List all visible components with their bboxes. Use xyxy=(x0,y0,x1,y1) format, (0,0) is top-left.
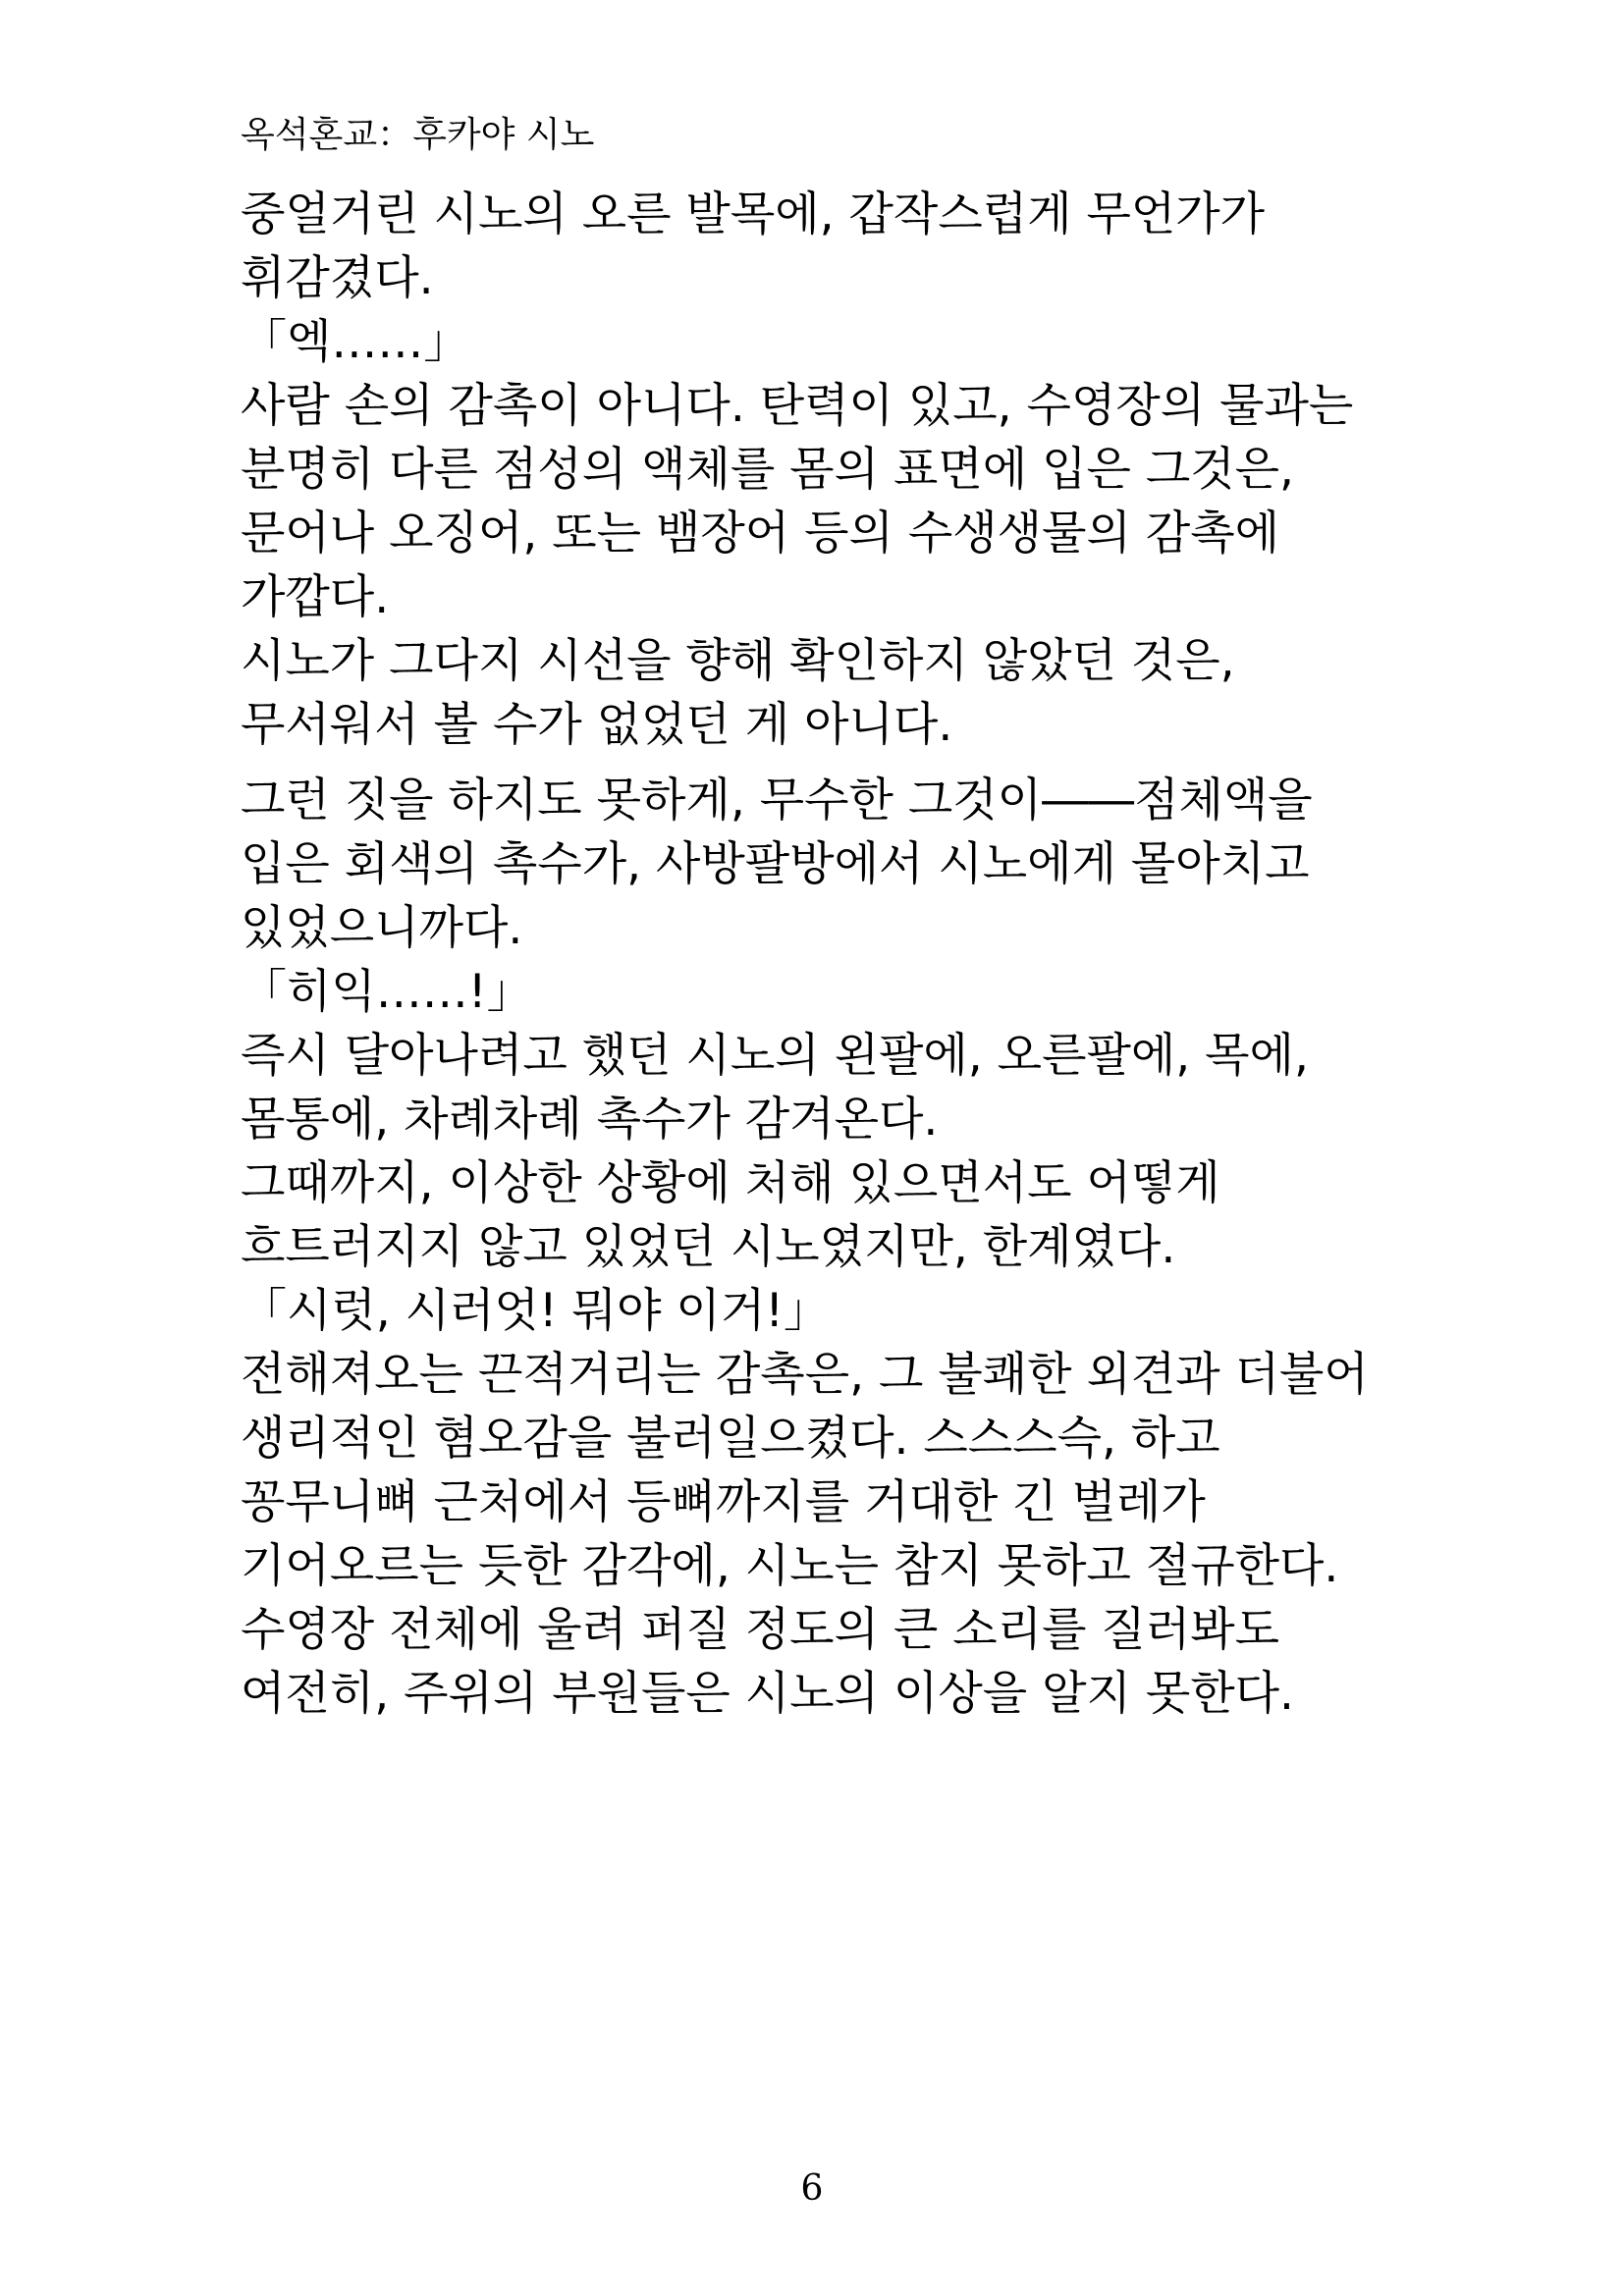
text-line: 「시럿, 시러엇! 뭐야 이거!」 xyxy=(241,1284,831,1338)
text-line: 즉시 달아나려고 했던 시노의 왼팔에, 오른팔에, 목에, xyxy=(241,1029,1309,1083)
page-number: 6 xyxy=(800,2168,824,2209)
text-line: 시노가 그다지 시선을 향해 확인하지 않았던 것은, xyxy=(241,634,1235,688)
text-line: 분명히 다른 점성의 액체를 몸의 표면에 입은 그것은, xyxy=(241,443,1294,497)
text-line: 몸통에, 차례차례 촉수가 감겨온다. xyxy=(241,1093,939,1147)
text-line: 있었으니까다. xyxy=(241,901,523,955)
text-line: 꽁무니뼈 근처에서 등뼈까지를 거대한 긴 벌레가 xyxy=(241,1475,1206,1529)
text-line: 사람 손의 감촉이 아니다. 탄력이 있고, 수영장의 물과는 xyxy=(241,379,1354,433)
running-header: 옥석혼교：후카야 시노 xyxy=(241,115,595,155)
body-text xyxy=(241,183,1556,1726)
text-line: 그런 짓을 하지도 못하게, 무수한 그것이――점체액을 xyxy=(241,774,1313,828)
text-line: 생리적인 혐오감을 불러일으켰다. 스스스슥, 하고 xyxy=(241,1412,1220,1466)
text-line: 무서워서 볼 수가 없었던 게 아니다. xyxy=(241,698,953,752)
text-line: 「히익……!」 xyxy=(241,965,533,1019)
text-line: 입은 회색의 촉수가, 사방팔방에서 시노에게 몰아치고 xyxy=(241,837,1310,891)
text-line: 가깝다. xyxy=(241,570,390,624)
text-line: 휘감겼다. xyxy=(241,251,434,305)
text-line: 문어나 오징어, 또는 뱀장어 등의 수생생물의 감촉에 xyxy=(241,507,1280,561)
text-line: 전해져오는 끈적거리는 감촉은, 그 불쾌한 외견과 더불어 xyxy=(241,1348,1369,1402)
text-line: 그때까지, 이상한 상황에 처해 있으면서도 어떻게 xyxy=(241,1156,1220,1210)
text-line: 수영장 전체에 울려 퍼질 정도의 큰 소리를 질러봐도 xyxy=(241,1603,1280,1657)
text-line: 「엑……」 xyxy=(241,315,470,369)
text-line: 흐트러지지 않고 있었던 시노였지만, 한계였다. xyxy=(241,1220,1176,1274)
text-line: 기어오르는 듯한 감각에, 시노는 참지 못하고 절규한다. xyxy=(241,1539,1339,1593)
text-line: 여전히, 주위의 부원들은 시노의 이상을 알지 못한다. xyxy=(241,1667,1294,1721)
text-line: 중얼거린 시노의 오른 발목에, 갑작스럽게 무언가가 xyxy=(241,187,1266,241)
